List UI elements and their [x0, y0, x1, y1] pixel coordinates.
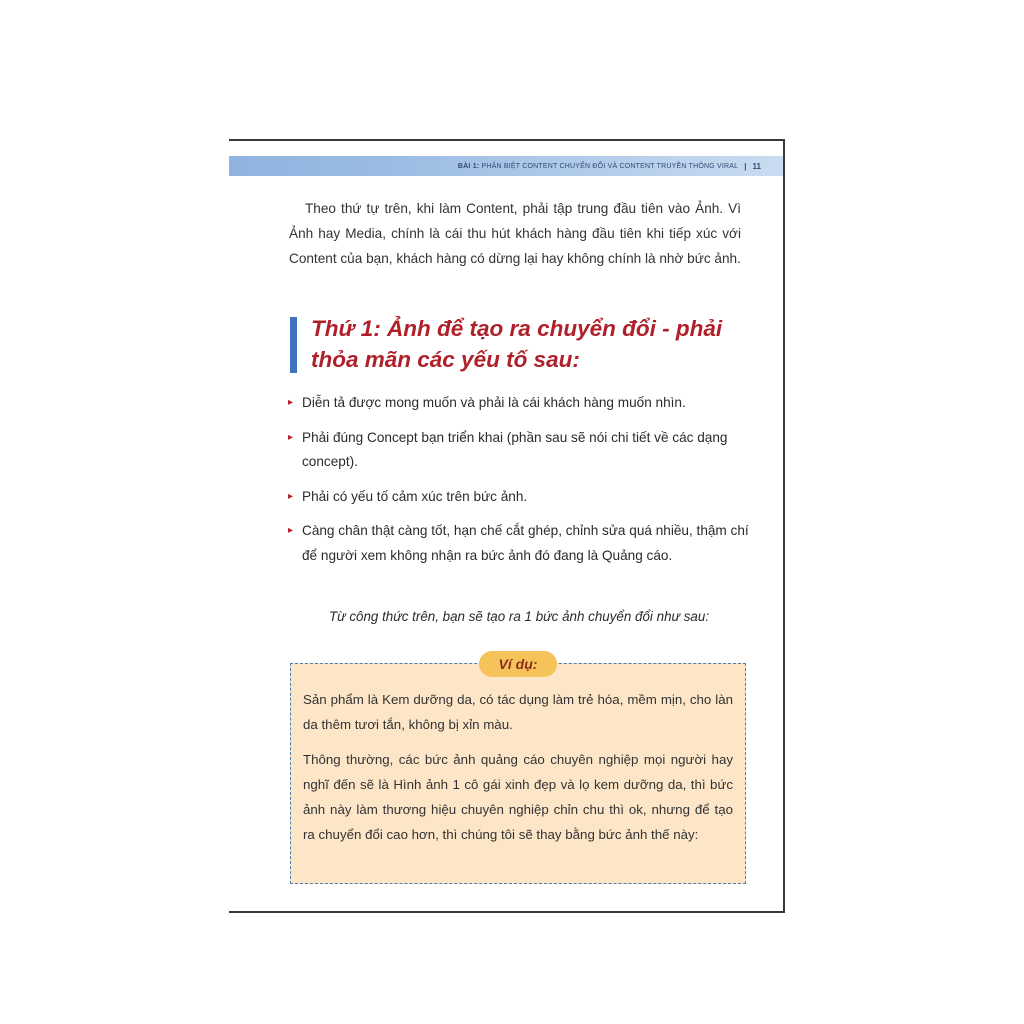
lesson-title: PHÂN BIỆT CONTENT CHUYỂN ĐỔI VÀ CONTENT TRUYỀN THÔNG VIRAL [481, 162, 739, 170]
list-item-text: Phải đúng Concept bạn triển khai (phần sau sẽ nói chi tiết về các dạng concept). [302, 429, 728, 469]
intro-paragraph: Theo thứ tự trên, khi làm Content, phải tập trung đầu tiên vào Ảnh. Vì Ảnh hay Media, chính là cái thu hút khách hàng đầu tiên khi tiếp xúc với Content của bạn, khách hàng có dừng lại hay không chính là nhờ bức ảnh. [289, 201, 741, 266]
example-paragraph: Sản phẩm là Kem dưỡng da, có tác dụng làm trẻ hóa, mềm mịn, cho làn da thêm tươi tắn, không bị xỉn màu. [303, 692, 733, 732]
requirements-list [287, 391, 749, 578]
triangle-bullet-icon: ▸ [288, 431, 294, 443]
running-header [229, 156, 783, 176]
list-item [287, 426, 749, 475]
triangle-bullet-icon: ▸ [288, 397, 294, 408]
triangle-bullet-icon: ▸ [288, 490, 294, 502]
lesson-label: BÀI 1: [457, 162, 480, 170]
example-content [303, 687, 733, 857]
example-paragraph: Thông thường, các bức ảnh quảng cáo chuyên nghiệp mọi người hay nghĩ đến sẽ là Hình ảnh 1 cô gái xinh đẹp và lọ kem dưỡng da, thì bức ảnh này làm thương hiệu chuyên nghiệp chỉn chu thì ok, nhưng để tạo ra chuyển đổi cao hơn, thì chúng tôi sẽ thay bằng bức ảnh thế này: [303, 752, 733, 842]
page-number: 11 [752, 161, 761, 171]
example-badge: Ví dụ: [479, 651, 557, 677]
list-item [287, 485, 749, 510]
section-heading: Thứ 1: Ảnh để tạo ra chuyển đổi - phải thỏa mãn các yếu tố sau: [311, 316, 723, 372]
list-item-text: Phải có yếu tố cảm xúc trên bức ảnh. [302, 488, 528, 504]
formula-caption: Từ công thức trên, bạn sẽ tạo ra 1 bức ảnh chuyển đổi như sau: [328, 609, 710, 624]
book-page [229, 139, 785, 913]
list-item-text: Càng chân thật càng tốt, hạn chế cắt ghép, chỉnh sửa quá nhiều, thậm chí để người xem không nhận ra bức ảnh đó đang là Quảng cáo. [302, 523, 749, 563]
running-header-title [458, 163, 738, 170]
header-separator: | [744, 161, 747, 171]
list-item [287, 391, 749, 416]
heading-accent-bar [290, 317, 297, 373]
triangle-bullet-icon: ▸ [288, 525, 294, 536]
list-item [287, 519, 749, 568]
list-item-text: Diễn tả được mong muốn và phải là cái khách hàng muốn nhìn. [302, 395, 686, 410]
